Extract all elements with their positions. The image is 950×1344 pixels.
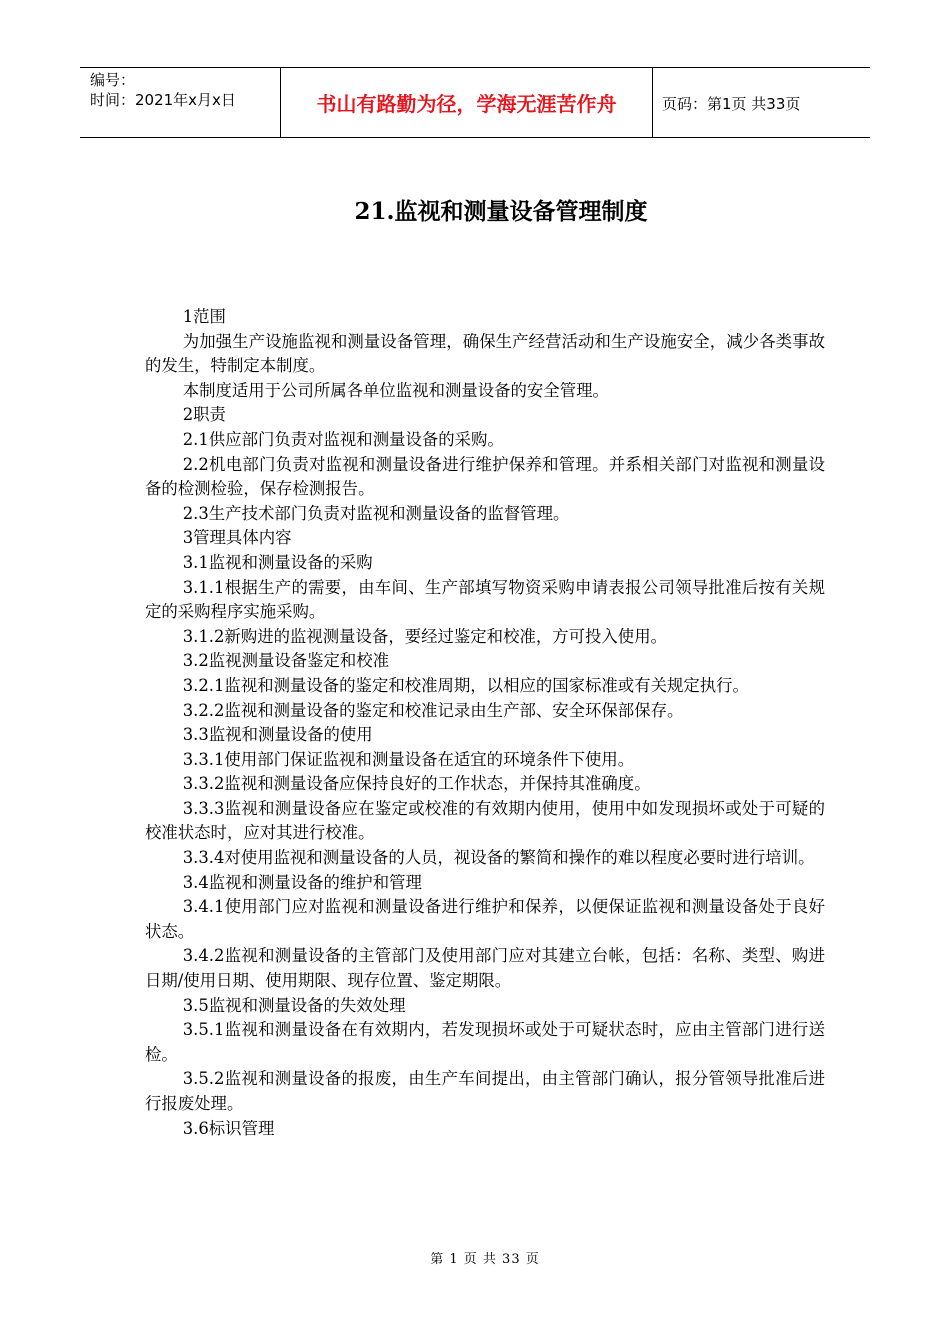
body-paragraph: 为加强生产设施监视和测量设备管理，确保生产经营活动和生产设施安全，减少各类事故的发生，特制定本制度。 [145,331,825,376]
body-paragraph: 3.5.1监视和测量设备在有效期内，若发现损坏或处于可疑状态时，应由主管部门进行送检。 [145,1020,825,1064]
subsection-heading: 3.1监视和测量设备的采购 [182,552,373,572]
subsection-heading: 3.6标识管理 [182,1118,275,1138]
body-paragraph: 2.1供应部门负责对监视和测量设备的采购。 [182,429,504,449]
subsection-heading: 3.2监视测量设备鉴定和校准 [182,651,390,671]
document-body [145,305,825,1141]
document-title: 21.监视和测量设备管理制度 [354,198,648,225]
body-paragraph: 本制度适用于公司所属各单位监视和测量设备的安全管理。 [182,380,609,400]
section-heading: 2职责 [182,405,226,425]
body-paragraph: 2.3生产技术部门负责对监视和测量设备的监督管理。 [182,503,570,523]
page-footer: 第 1 页 共 33 页 [430,1252,540,1267]
section-heading: 1范围 [182,307,226,326]
subsection-heading: 3.3监视和测量设备的使用 [182,725,373,745]
body-paragraph: 3.2.2监视和测量设备的鉴定和校准记录由生产部、安全环保部保存。 [182,700,684,720]
document-code-label: 编号： [90,71,136,89]
header-page-info: 页码：第1页 共33页 [662,95,801,113]
subsection-heading: 3.5监视和测量设备的失效处理 [182,995,406,1015]
body-paragraph: 3.3.3监视和测量设备应在鉴定或校准的有效期内使用，使用中如发现损坏或处于可疑的校准状态时，应对其进行校准。 [145,798,825,843]
body-paragraph: 3.1.2新购进的监视测量设备，要经过鉴定和校准，方可投入使用。 [182,626,667,646]
header-meta-cell [80,68,281,137]
header-motto: 书山有路勤为径，学海无涯苦作舟 [316,92,617,116]
body-paragraph: 3.4.1使用部门应对监视和测量设备进行维护和保养，以便保证监视和测量设备处于良好状态。 [145,897,825,941]
body-paragraph: 3.3.1使用部门保证监视和测量设备在适宜的环境条件下使用。 [182,749,635,769]
header-motto-cell [281,68,653,137]
header-page-cell [653,68,870,137]
section-heading: 3管理具体内容 [182,528,292,548]
document-time-label: 时间：2021年x月x日 [90,91,236,109]
body-paragraph: 3.5.2监视和测量设备的报废，由生产车间提出，由主管部门确认，报分管领导批准后进行报废处理。 [145,1069,825,1113]
body-paragraph: 3.3.4对使用监视和测量设备的人员，视设备的繁简和操作的难以程度必要时进行培训。 [182,848,815,868]
body-paragraph: 3.1.1根据生产的需要，由车间、生产部填写物资采购申请表报公司领导批准后按有关规定的采购程序实施采购。 [145,577,825,622]
subsection-heading: 3.4监视和测量设备的维护和管理 [182,872,422,892]
document-header [80,67,870,138]
body-paragraph: 2.2机电部门负责对监视和测量设备进行维护保养和管理。并系相关部门对监视和测量设备的检测检验，保存检测报告。 [145,454,825,499]
body-paragraph: 3.2.1监视和测量设备的鉴定和校准周期，以相应的国家标准或有关规定执行。 [182,675,749,695]
body-paragraph: 3.3.2监视和测量设备应保持良好的工作状态，并保持其准确度。 [182,774,651,794]
body-paragraph: 3.4.2监视和测量设备的主管部门及使用部门应对其建立台帐，包括：名称、类型、购进日期/使用日期、使用期限、现存位置、鉴定期限。 [145,946,825,991]
